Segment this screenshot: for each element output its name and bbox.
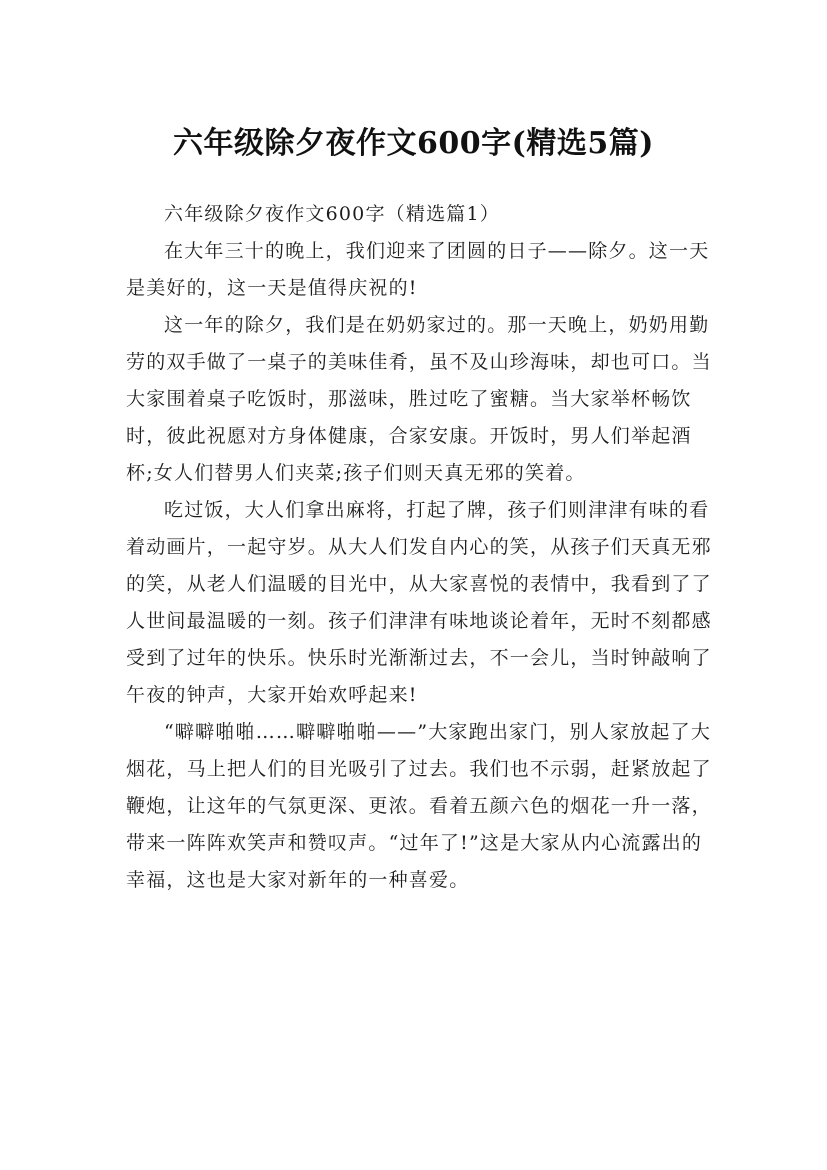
section-subtitle: 六年级除夕夜作文600字（精选篇1）: [164, 203, 500, 225]
document-title: 六年级除夕夜作文600字(精选5篇): [173, 126, 654, 162]
paragraph-2: 这一年的除夕，我们是在奶奶家过的。那一天晚上，奶奶用勤劳的双手做了一桌子的美味佳肴，虽不及山珍海味，却也可口。当大家围着桌子吃饭时，那滋味，胜过吃了蜜糖。当大家举杯畅饮时，彼此祝愿对方身体健康，合家安康。开饭时，男人们举起酒杯;女人们替男人们夹菜;孩子们则天真无邪的笑着。: [126, 314, 712, 484]
document-body: [126, 196, 716, 899]
paragraph-1: 在大年三十的晚上，我们迎来了团圆的日子——除夕。这一天是美好的，这一天是值得庆祝的!: [126, 240, 710, 299]
paragraph-4: “噼噼啪啪……噼噼啪啪——”大家跑出家门，别人家放起了大烟花，马上把人们的目光吸引了过去。我们也不示弱，赶紧放起了鞭炮，让这年的气氛更深、更浓。看着五颜六色的烟花一升一落，带来一阵阵欢笑声和赞叹声。“过年了!”这是大家从内心流露出的幸福，这也是大家对新年的一种喜爱。: [126, 721, 712, 891]
paragraph-3: 吃过饭，大人们拿出麻将，打起了牌，孩子们则津津有味的看着动画片，一起守岁。从大人们发自内心的笑，从孩子们天真无邪的笑，从老人们温暖的目光中，从大家喜悦的表情中，我看到了了人世间最温暖的一刻。孩子们津津有味地谈论着年，无时不刻都感受到了过年的快乐。快乐时光渐渐过去，不一会儿，当时钟敲响了午夜的钟声，大家开始欢呼起来!: [126, 499, 712, 706]
